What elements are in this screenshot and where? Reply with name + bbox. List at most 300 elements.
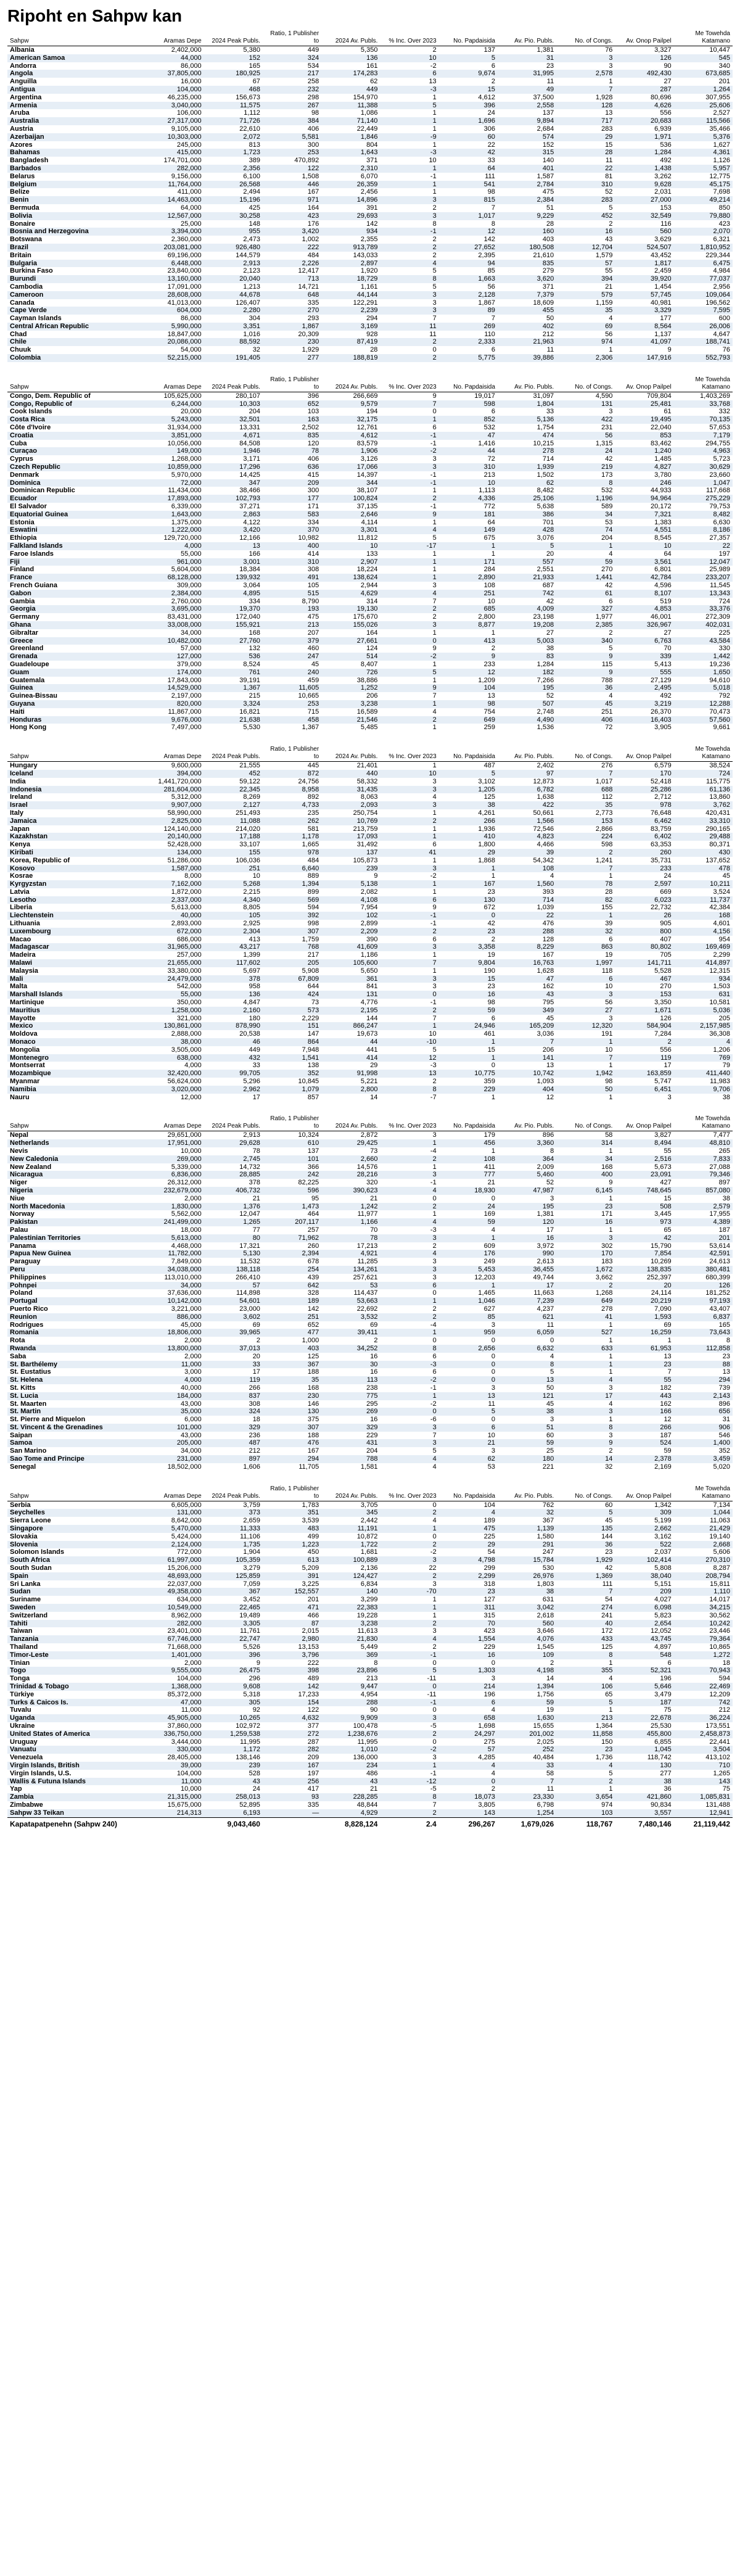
column-header: No. of Congs. — [556, 1115, 615, 1131]
cell-value: 4 — [550, 1352, 554, 1360]
cell-value: 15,784 — [498, 1556, 556, 1564]
cell-value: 3,459 — [674, 1455, 733, 1463]
cell-value: 20,172 — [651, 503, 672, 511]
cell-value: 193 — [263, 605, 321, 613]
cell-value: 1,508 — [302, 172, 319, 180]
cell-value: 287 — [307, 1738, 319, 1746]
cell-value: 24 — [487, 109, 495, 117]
cell-value: 124,140,000 — [163, 825, 202, 833]
table-row — [7, 724, 733, 732]
cell-value: 392 — [263, 912, 321, 920]
country-name: Anguilla — [10, 78, 37, 86]
country-name: Venezuela — [10, 1754, 43, 1762]
cell-value: 475 — [439, 1525, 498, 1533]
table-row — [7, 566, 733, 574]
cell-value: 2,962 — [204, 1086, 263, 1094]
cell-value: 7,849,000 — [171, 1258, 202, 1266]
cell-value: 1 — [439, 542, 498, 550]
cell-value: 56 — [556, 432, 615, 440]
cell-value: 4 — [439, 1762, 498, 1770]
country-name: Papua New Guinea — [7, 1250, 145, 1258]
country-name: Samoa — [7, 1439, 145, 1447]
country-name: St. Barthélemy — [7, 1361, 145, 1369]
cell-value: 334 — [307, 518, 319, 526]
cell-value: 231 — [601, 424, 613, 432]
cell-value: 12 — [380, 1054, 438, 1062]
cell-value: 1,401,000 — [145, 1651, 204, 1659]
cell-value: 0 — [380, 991, 438, 999]
cell-value: 318 — [483, 1580, 495, 1588]
cell-value: 423 — [718, 220, 730, 228]
cell-value: 5 — [432, 1046, 437, 1054]
cell-value: 1,284 — [536, 660, 554, 668]
country-name: Kosrae — [10, 872, 33, 880]
cell-value: 3,695,000 — [145, 605, 204, 613]
table-row — [7, 1809, 733, 1817]
cell-value: 57 — [556, 260, 615, 268]
cell-value: 187 — [660, 1431, 672, 1439]
cell-value: 1,223 — [263, 1541, 321, 1549]
cell-value: 18,847,000 — [167, 330, 202, 338]
cell-value: 58 — [605, 1131, 613, 1139]
country-name: Suriname — [10, 1596, 41, 1604]
cell-value: 10 — [605, 1046, 613, 1054]
cell-value: 1,242 — [321, 1203, 380, 1211]
cell-value: 3 — [432, 299, 437, 307]
cell-value: 2,360,000 — [171, 236, 202, 244]
cell-value: 101,000 — [145, 1424, 204, 1432]
cell-value: 1,942 — [556, 1070, 615, 1078]
cell-value: 394 — [556, 275, 615, 283]
cell-value: 19,489 — [239, 1611, 260, 1619]
cell-value: 288 — [498, 928, 556, 936]
cell-value: 13 — [605, 109, 613, 117]
cell-value: 30,562 — [709, 1611, 730, 1619]
cell-value: 3,324 — [204, 700, 263, 708]
cell-value: 10 — [252, 872, 260, 880]
total-value: 8,828,124 — [321, 1817, 380, 1831]
cell-value: 1,213 — [243, 283, 260, 291]
cell-value: 84,508 — [239, 439, 260, 447]
table-row — [7, 708, 733, 716]
cell-value: 6,000 — [184, 1416, 202, 1424]
cell-value: 12,775 — [709, 172, 730, 180]
cell-value: 926,480 — [204, 244, 263, 252]
cell-value: 2 — [380, 1203, 438, 1211]
country-name: Bolivia — [7, 212, 145, 220]
table-row — [7, 495, 733, 503]
cell-value: 545 — [674, 54, 733, 62]
cell-value: 171 — [601, 1210, 613, 1218]
cell-value: 10 — [605, 983, 613, 991]
cell-value: 9 — [432, 392, 437, 400]
cell-value: 7 — [556, 1054, 615, 1062]
cell-value: 187 — [718, 1226, 730, 1234]
cell-value: 2,893,000 — [171, 920, 202, 928]
cell-value: 294 — [674, 1376, 733, 1384]
cell-value: 0 — [491, 1062, 495, 1070]
cell-value: 7,698 — [713, 188, 730, 196]
cell-value: 439 — [307, 1273, 319, 1281]
cell-value: -6 — [430, 1416, 437, 1424]
cell-value: 3,629 — [654, 236, 672, 244]
cell-value: 5 — [550, 1368, 554, 1376]
cell-value: 8 — [374, 1659, 378, 1667]
cell-value: 1,442 — [674, 653, 733, 661]
cell-value: 17,951,000 — [145, 1139, 204, 1147]
cell-value: 841 — [366, 983, 378, 991]
cell-value: 116 — [660, 220, 672, 228]
cell-value: 4,626 — [615, 102, 673, 110]
cell-value: 21,610 — [533, 251, 554, 259]
table-row — [7, 244, 733, 252]
cell-value: 7,833 — [674, 1155, 733, 1163]
cell-value: 67,746,000 — [145, 1635, 204, 1643]
cell-value: 5,136 — [498, 416, 556, 424]
cell-value: 42 — [605, 582, 613, 589]
cell-value: 233 — [483, 660, 495, 668]
cell-value: 162 — [542, 983, 554, 991]
cell-value: 2 — [432, 613, 437, 621]
cell-value: 114,898 — [236, 1289, 260, 1297]
column-header: 2024 Peak Publs. — [204, 376, 263, 392]
cell-value: 5,908 — [302, 967, 319, 975]
cell-value: 117,602 — [204, 959, 263, 967]
cell-value: 3 — [380, 1424, 438, 1432]
cell-value: 13 — [380, 1070, 438, 1078]
cell-value: 109,064 — [674, 291, 733, 299]
cell-value: 3,524 — [713, 888, 730, 896]
cell-value: 13,800,000 — [145, 1345, 204, 1353]
cell-value: -2 — [380, 1376, 438, 1384]
table-row — [7, 1730, 733, 1738]
cell-value: 804 — [366, 141, 378, 149]
cell-value: 9,804 — [439, 959, 498, 967]
cell-value: 11,995 — [240, 1738, 260, 1746]
cell-value: 233,207 — [674, 574, 733, 582]
cell-value: 1,172 — [204, 1746, 263, 1754]
cell-value: 46,235,000 — [167, 93, 202, 101]
cell-value: 2,229 — [302, 1014, 319, 1022]
cell-value: 19,208 — [498, 621, 556, 629]
cell-value: 5,957 — [674, 165, 733, 173]
cell-value: 304 — [249, 315, 260, 323]
cell-value: 717 — [556, 117, 615, 125]
cell-value: 896 — [542, 1131, 554, 1139]
cell-value: 52,215,000 — [145, 354, 204, 362]
cell-value: 3 — [380, 307, 438, 315]
table-row — [7, 1580, 733, 1588]
cell-value: 7 — [491, 315, 495, 323]
cell-value: 0 — [491, 1368, 495, 1376]
table-row — [7, 1746, 733, 1754]
cell-value: 12 — [439, 228, 498, 236]
cell-value: 257,000 — [176, 951, 202, 959]
cell-value: 13,331 — [239, 424, 260, 432]
country-name: Tuvalu — [10, 1706, 31, 1714]
cell-value: 22 — [556, 165, 615, 173]
cell-value: 1,454 — [654, 283, 672, 291]
cell-value: 25,989 — [709, 566, 730, 574]
cell-value: 54 — [605, 1596, 613, 1604]
total-value: 9,043,460 — [204, 1817, 263, 1831]
table-row — [7, 770, 733, 778]
cell-value: 3 — [380, 1266, 438, 1274]
country-name: Montenegro — [7, 1054, 145, 1062]
cell-value: 34,215 — [674, 1604, 733, 1612]
cell-value: 195 — [498, 1203, 556, 1211]
cell-value: 3 — [432, 1627, 437, 1635]
cell-value: 2,646 — [321, 511, 380, 519]
country-name: Austria — [10, 125, 33, 133]
cell-value: 37,860,000 — [167, 1722, 202, 1730]
cell-value: 136 — [204, 991, 263, 999]
cell-value: 649 — [556, 1297, 615, 1305]
country-name: France — [7, 574, 145, 582]
cell-value: 524,507 — [615, 244, 673, 252]
cell-value: 1 — [380, 1604, 438, 1612]
cell-value: 12,567,000 — [145, 212, 204, 220]
table-row — [7, 392, 733, 400]
cell-value: 499 — [307, 1532, 319, 1540]
cell-value: 206 — [366, 692, 378, 700]
country-name: Mozambique — [7, 1070, 145, 1078]
cell-value: 636 — [263, 463, 321, 471]
cell-value: 5,723 — [713, 455, 730, 463]
cell-value: 54,342 — [533, 856, 554, 864]
cell-value: 1,759 — [302, 935, 319, 943]
table-row — [7, 1094, 733, 1102]
table-row — [7, 920, 733, 928]
cell-value: 878,990 — [204, 1022, 263, 1030]
cell-value: 415 — [307, 471, 319, 479]
cell-value: 8 — [380, 1345, 438, 1353]
table-row — [7, 323, 733, 331]
cell-value: 205 — [718, 1014, 730, 1022]
cell-value: 142 — [263, 1683, 321, 1691]
cell-value: 120 — [307, 439, 319, 447]
cell-value: 3,420 — [263, 228, 321, 236]
cell-value: 142 — [307, 1305, 319, 1313]
country-name: Pakistan — [7, 1218, 145, 1226]
cell-value: 1 — [432, 566, 437, 574]
cell-value: 201 — [307, 1596, 319, 1604]
cell-value: 61 — [556, 590, 615, 598]
country-name: Indonesia — [7, 786, 145, 794]
column-header: Sahpw — [7, 1485, 145, 1501]
cell-value: 36,224 — [674, 1714, 733, 1722]
cell-value: 31 — [722, 1416, 730, 1424]
cell-value: 16,589 — [356, 708, 378, 716]
country-name: Ghana — [7, 621, 145, 629]
cell-value: 308 — [307, 566, 319, 574]
cell-value: 13 — [498, 1376, 556, 1384]
cell-value: 14,463,000 — [145, 196, 204, 204]
cell-value: 3 — [380, 786, 438, 794]
cell-value: -3 — [430, 1226, 437, 1234]
cell-value: 14,017 — [709, 1596, 730, 1604]
column-header: No. of Congs. — [556, 1485, 615, 1501]
cell-value: 1,252 — [321, 684, 380, 692]
cell-value: 52,895 — [239, 1801, 260, 1809]
cell-value: 29 — [556, 133, 615, 141]
cell-value: 259 — [483, 724, 495, 732]
country-name: Philippines — [10, 1273, 46, 1281]
cell-value: 17,843,000 — [167, 676, 202, 684]
cell-value: 180 — [249, 1014, 260, 1022]
total-value: 296,267 — [439, 1817, 498, 1831]
cell-value: 394,000 — [145, 770, 204, 778]
cell-value: 705 — [660, 951, 672, 959]
cell-value: 3 — [609, 1431, 613, 1439]
cell-value: 2,015 — [302, 1627, 319, 1635]
cell-value: 1,473 — [263, 1203, 321, 1211]
country-name: Greenland — [10, 645, 44, 653]
cell-value: 32 — [556, 928, 615, 936]
cell-value: 475 — [542, 188, 554, 196]
cell-value: 53 — [605, 518, 613, 526]
cell-value: 1 — [491, 629, 495, 637]
cell-value: 1 — [380, 1762, 438, 1770]
cell-value: 815 — [439, 196, 498, 204]
cell-value: 471 — [263, 1604, 321, 1612]
country-name: Romania — [7, 1329, 145, 1337]
cell-value: 208,794 — [674, 1572, 733, 1580]
cell-value: 1,997 — [556, 959, 615, 967]
country-name: Guam — [7, 669, 145, 677]
cell-value: 111 — [485, 172, 495, 180]
cell-value: 37,500 — [533, 93, 554, 101]
cell-value: 2,748 — [536, 708, 554, 716]
cell-value: 42,784 — [615, 574, 673, 582]
cell-value: 413,102 — [705, 1754, 730, 1762]
table-row — [7, 228, 733, 236]
cell-value: 38 — [615, 1778, 673, 1786]
cell-value: 1 — [439, 865, 498, 873]
cell-value: 1 — [432, 1596, 437, 1604]
cell-value: 2,784 — [498, 181, 556, 189]
cell-value: -10 — [380, 1038, 438, 1046]
cell-value: 155,026 — [321, 621, 380, 629]
table-row — [7, 1651, 733, 1659]
cell-value: 266 — [439, 817, 498, 825]
cell-value: 476 — [542, 920, 554, 928]
table-row — [7, 267, 733, 275]
cell-value: 27,760 — [204, 637, 263, 645]
cell-value: 105,873 — [353, 856, 378, 864]
table-row — [7, 1667, 733, 1675]
cell-value: 492 — [660, 157, 672, 165]
cell-value: 1,650 — [674, 669, 733, 677]
cell-value: 1,079 — [263, 1086, 321, 1094]
cell-value: 67,809 — [263, 975, 321, 983]
country-name: Argentina — [10, 93, 42, 101]
cell-value: 127,000 — [145, 653, 204, 661]
cell-value: 29 — [439, 849, 498, 857]
cell-value: 8 — [726, 1337, 730, 1345]
cell-value: 29,628 — [204, 1139, 263, 1147]
cell-value: 7,162,000 — [145, 880, 204, 888]
cell-value: 1,971 — [615, 133, 673, 141]
column-header: Av. Onop Pailpel — [615, 745, 673, 762]
cell-value: 1,580 — [536, 1532, 554, 1540]
cell-value: 2 — [556, 1778, 615, 1786]
cell-value: 8 — [556, 1424, 615, 1432]
cell-value: -1 — [430, 1179, 437, 1187]
cell-value: 232,679,000 — [145, 1187, 204, 1195]
table-row — [7, 928, 733, 936]
table-row — [7, 865, 733, 873]
cell-value: 50 — [556, 1086, 615, 1094]
cell-value: 9,156,000 — [171, 172, 202, 180]
cell-value: 44,933 — [651, 487, 672, 495]
cell-value: 4,361 — [674, 149, 733, 157]
table-row — [7, 1305, 733, 1313]
cell-value: 9 — [556, 669, 615, 677]
cell-value: 6 — [439, 1424, 498, 1432]
country-name: Congo, Dem. Republic of — [10, 392, 91, 400]
column-header: Sahpw — [7, 30, 145, 46]
cell-value: 1 — [432, 1163, 437, 1171]
column-header: 2024 Av. Publs. — [321, 376, 380, 392]
country-name: Nauru — [10, 1093, 30, 1101]
cell-value: 2,800 — [321, 1086, 380, 1094]
cell-value: 175,670 — [353, 613, 378, 621]
cell-value: 0 — [439, 1778, 498, 1786]
cell-value: 9,579 — [321, 400, 380, 408]
cell-value: 4,466 — [536, 841, 554, 849]
cell-value: 85 — [487, 267, 495, 275]
cell-value: 181 — [439, 511, 498, 519]
cell-value: 115 — [601, 660, 613, 668]
cell-value: 180,508 — [498, 244, 556, 252]
cell-value: 393 — [542, 888, 554, 896]
table-row — [7, 1785, 733, 1793]
cell-value: 20,309 — [298, 330, 319, 338]
country-name: Belgium — [7, 181, 145, 189]
cell-value: 37,013 — [204, 1345, 263, 1353]
cell-value: 59 — [439, 1007, 498, 1015]
cell-value: 5,485 — [360, 724, 378, 732]
cell-value: 115,775 — [706, 777, 730, 785]
cell-value: 65 — [664, 1226, 672, 1234]
cell-value: 56 — [605, 330, 613, 338]
cell-value: 391 — [366, 204, 378, 212]
cell-value: 2,899 — [360, 920, 378, 928]
cell-value: 38 — [722, 1093, 730, 1101]
cell-value: 1,284 — [615, 149, 673, 157]
cell-value: 28 — [605, 888, 613, 896]
cell-value: 2 — [432, 1078, 437, 1086]
cell-value: 652 — [263, 400, 321, 408]
cell-value: 5,130 — [204, 1250, 263, 1258]
cell-value: 55,000 — [145, 991, 204, 999]
cell-value: -1 — [430, 999, 437, 1007]
cell-value: 257 — [307, 1226, 319, 1234]
cell-value: 404 — [498, 1086, 556, 1094]
cell-value: 204 — [366, 1447, 378, 1455]
cell-value: 1,238,676 — [321, 1730, 380, 1738]
cell-value: 214,313 — [145, 1809, 204, 1817]
cell-value: 2 — [380, 928, 438, 936]
table-row — [7, 1321, 733, 1329]
cell-value: 11 — [546, 346, 554, 354]
cell-value: 29 — [439, 1541, 498, 1549]
cell-value: 36 — [556, 684, 615, 692]
cell-value: 8,229 — [498, 943, 556, 951]
cell-value: 2,760,000 — [171, 597, 202, 605]
cell-value: 37,636,000 — [167, 1289, 202, 1297]
